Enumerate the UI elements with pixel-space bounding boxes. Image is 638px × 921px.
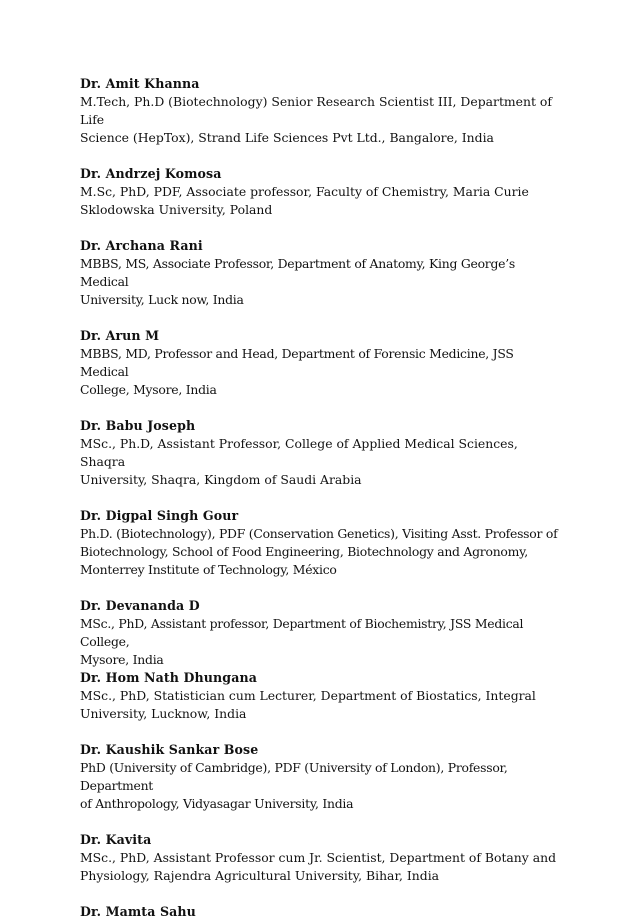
person-name: Dr. Archana Rani [80, 238, 203, 253]
person-name: Dr. Amit Khanna [80, 76, 200, 91]
person-name: Dr. Hom Nath Dhungana [80, 670, 257, 685]
entry-andrzej-komosa [80, 165, 560, 219]
person-details-line: MSc., PhD, Assistant professor, Department of Biochemistry, JSS Medical College, [80, 616, 524, 649]
entry-devananda-d [80, 597, 560, 669]
person-name: Dr. Arun M [80, 328, 160, 343]
person-details-line: M.Sc, PhD, PDF, Associate professor, Faculty of Chemistry, Maria Curie [80, 184, 529, 199]
person-name: Dr. Devananda D [80, 598, 200, 613]
entry-babu-joseph [80, 417, 560, 489]
person-details-line: Sklodowska University, Poland [80, 202, 273, 217]
entry-digpal-singh-gour [80, 507, 560, 579]
person-details-line: MSc., PhD, Assistant Professor cum Jr. Scientist, Department of Botany and [80, 850, 557, 865]
document-page [80, 75, 560, 921]
person-details-line: College, Mysore, India [80, 382, 217, 397]
person-details-line: Monterrey Institute of Technology, México [80, 562, 337, 577]
person-details-line: Physiology, Rajendra Agricultural University, Bihar, India [80, 868, 440, 883]
person-details-line: Ph.D. (Biotechnology), PDF (Conservation Genetics), Visiting Asst. Professor of [80, 526, 558, 541]
person-details-line: Mysore, India [80, 652, 164, 667]
person-details-line: MBBS, MD, Professor and Head, Department of Forensic Medicine, JSS Medical [80, 346, 514, 379]
person-name: Dr. Kavita [80, 832, 152, 847]
person-name: Dr. Kaushik Sankar Bose [80, 742, 259, 757]
person-name: Dr. Digpal Singh Gour [80, 508, 239, 523]
person-details-line: MBBS, MS, Associate Professor, Department of Anatomy, King George’s Medical [80, 256, 516, 289]
person-details-line: Science (HepTox), Strand Life Sciences Pvt Ltd., Bangalore, India [80, 130, 494, 145]
person-details-line: University, Shaqra, Kingdom of Saudi Arabia [80, 472, 362, 487]
entry-kavita [80, 831, 560, 885]
entry-arun-m [80, 327, 560, 399]
person-details-line: of Anthropology, Vidyasagar University, India [80, 796, 354, 811]
entry-kaushik-sankar-bose [80, 741, 560, 813]
person-details-line: MSc., PhD, Statistician cum Lecturer, Department of Biostatics, Integral [80, 688, 536, 703]
person-details-line: University, Lucknow, India [80, 706, 247, 721]
entry-hom-nath-dhungana [80, 669, 560, 723]
entry-mamta-sahu [80, 903, 560, 921]
entry-amit-khanna [80, 75, 560, 147]
entry-archana-rani [80, 237, 560, 309]
person-name: Dr. Babu Joseph [80, 418, 196, 433]
person-details-line: Biotechnology, School of Food Engineering, Biotechnology and Agronomy, [80, 544, 528, 559]
person-details-line: M.Tech, Ph.D (Biotechnology) Senior Research Scientist III, Department of Life [80, 94, 552, 127]
person-details-line: MSc., Ph.D, Assistant Professor, College of Applied Medical Sciences, Shaqra [80, 436, 518, 469]
person-name: Dr. Mamta Sahu [80, 904, 196, 919]
person-name: Dr. Andrzej Komosa [80, 166, 222, 181]
person-details-line: University, Luck now, India [80, 292, 244, 307]
person-details-line: PhD (University of Cambridge), PDF (University of London), Professor, Department [80, 760, 508, 793]
